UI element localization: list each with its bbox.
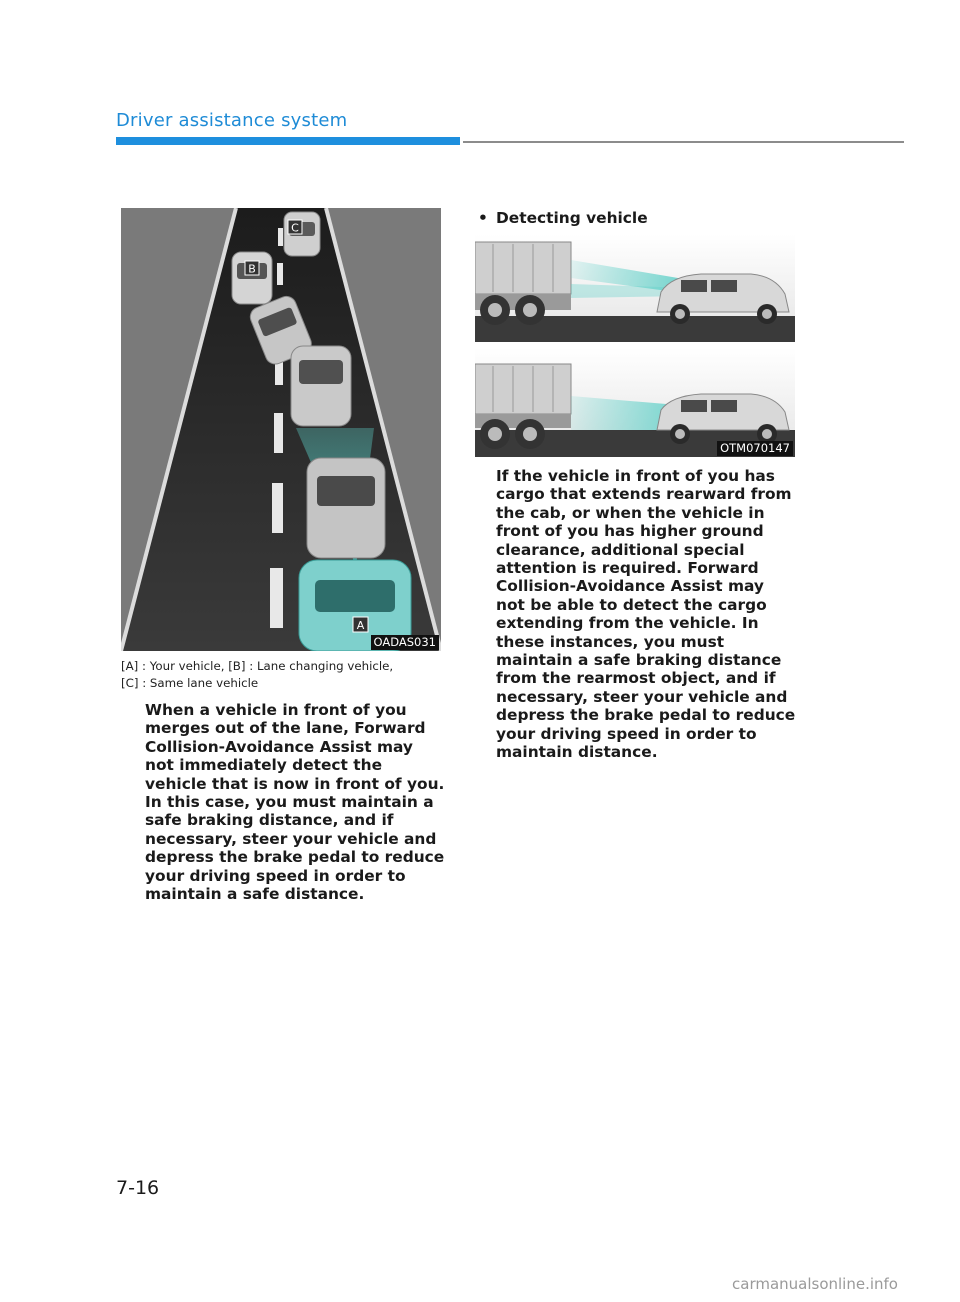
caption-line-1: [A] : Your vehicle, [B] : Lane changing vehicle,	[121, 659, 394, 673]
section-title: Driver assistance system	[116, 110, 348, 131]
bullet-heading-text: Detecting vehicle	[496, 209, 648, 227]
label-c: C	[291, 221, 299, 235]
caption-line-2: [C] : Same lane vehicle	[121, 676, 259, 690]
body-paragraph-left: When a vehicle in front of you merges out of the lane, Forward Collision-Avoidance Assist may not immediately detect the vehicle that is now in front of you. In this case, you must maintain a safe braking distance, and if necessary, steer your vehicle and depress the brake pedal to reduce your driving speed in order to maintain a safe distance.	[145, 701, 445, 904]
figure-code-left: OADAS031	[371, 635, 440, 650]
bullet-marker: •	[478, 209, 488, 227]
lane-change-illustration	[121, 208, 441, 651]
watermark: carmanualsonline.info	[732, 1275, 898, 1293]
header-accent-bar	[116, 137, 460, 145]
bullet-heading	[478, 209, 648, 227]
label-a: A	[356, 619, 365, 632]
figure-code-right: OTM070147	[717, 441, 793, 456]
label-b: B	[248, 262, 256, 276]
header-rule	[463, 141, 904, 143]
cargo-detection-illustration	[475, 234, 795, 457]
body-paragraph-right: If the vehicle in front of you has cargo that extends rearward from the cab, or when the vehicle in front of you has higher ground clearance, additional special attention is required. Forward Collision-Avoidance Assist may not be able to detect the cargo extending from the vehicle. In these instances, you must maintain a safe braking distance from the rearmost object, and if necessary, steer your vehicle and depress the brake pedal to reduce your driving speed in order to maintain distance.	[496, 467, 796, 762]
figure-caption	[121, 658, 451, 692]
page-number: 7-16	[116, 1177, 160, 1199]
